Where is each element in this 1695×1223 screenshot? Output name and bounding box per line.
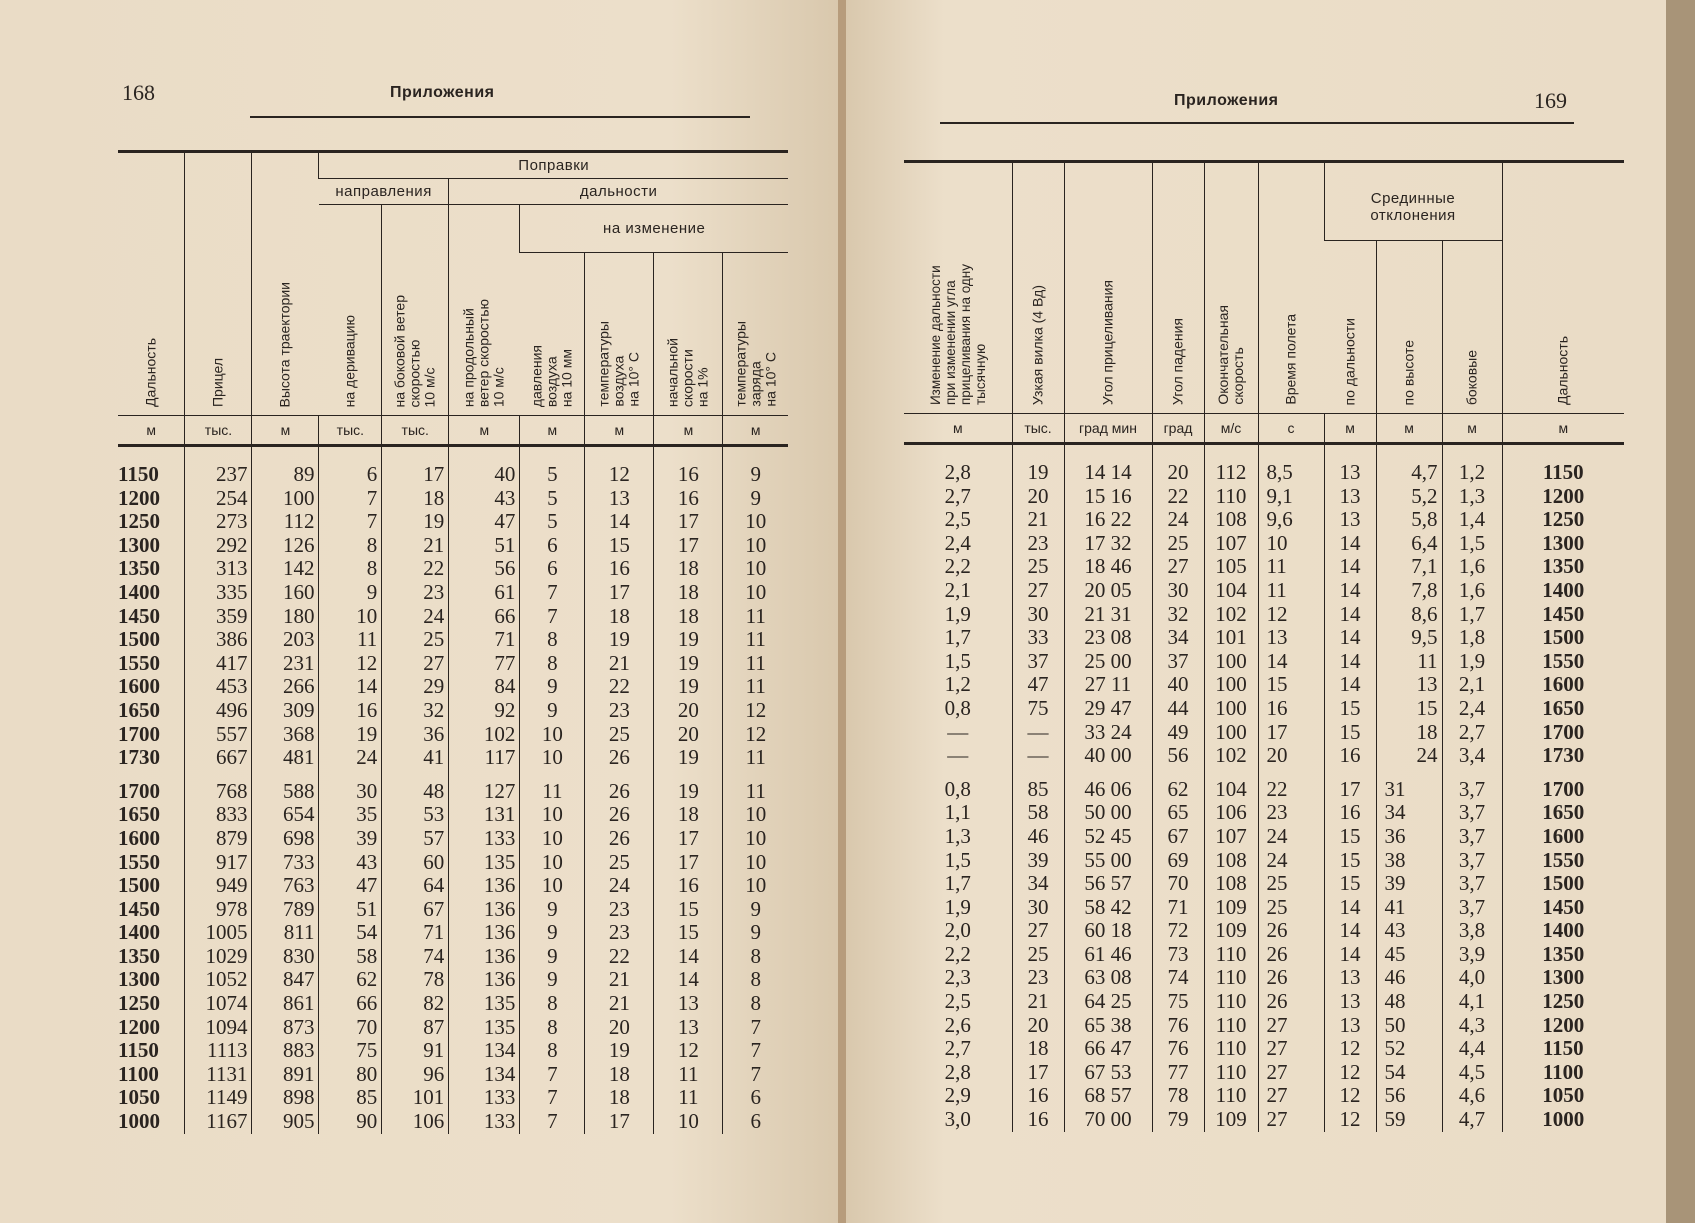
- left-block-1: [118, 446, 788, 770]
- cell-fall-angle: 62 65 67 69 70 71 72 73 74 75 76 76 77 78 79: [1152, 768, 1204, 1132]
- cell-fall-angle: 20 22 24 25 27 30 32 34 37 40 44 49 56: [1152, 444, 1204, 768]
- cell-lateral: 1,2 1,3 1,4 1,5 1,6 1,6 1,7 1,8 1,9 2,1 2,4 2,7 3,4: [1442, 444, 1502, 768]
- col-range: Дальность: [142, 338, 159, 407]
- cell-range-change: 2,8 2,7 2,5 2,4 2,2 2,1 1,9 1,7 1,5 1,2 0,8 — —: [944, 460, 971, 768]
- cell-range: 1150 1200 1250 1300 1350 1400 1450 1500 1550 1600 1650 1700 1730: [1502, 444, 1624, 768]
- cell-aim-angle: 46 06 50 00 52 45 55 00 56 57 58 42 60 18 61 46 63 08 64 25 65 38 66 47 67 53 68 57 70 00: [1064, 768, 1152, 1132]
- left-units-row: м тыс. м тыс. тыс. м м м м м: [118, 416, 788, 446]
- col-final-speed: Окончательная скорость: [1204, 162, 1258, 414]
- col-charge-temperature: температуры заряда на 10° С: [723, 253, 788, 416]
- col-flight-time: Время полета: [1258, 162, 1324, 414]
- col-sight: Прицел: [185, 152, 252, 416]
- col-air-temperature: температуры воздуха на 10° С: [585, 253, 654, 416]
- col-derivation: на деривацию: [341, 314, 358, 407]
- left-running-header: Приложения: [390, 84, 495, 101]
- cell-sight: 768 833 879 917 949 978 1005 1029 1052 1074 1094 1113 1131 1149 1167: [185, 770, 252, 1134]
- page-edge: [1666, 0, 1695, 1223]
- cell-crosswind: 48 53 57 60 64 67 71 74 78 82 87 91 96 101 106: [382, 770, 449, 1134]
- cell-aim-angle: 14 14 15 16 16 22 17 32 18 46 20 05 21 31 23 08 25 00 27 11 29 47 33 24 40 00: [1064, 444, 1152, 768]
- cell-crosswind: 17 18 19 21 22 23 24 25 27 29 32 36 41: [382, 446, 449, 770]
- cell-by-range: 13 13 13 14 14 14 14 14 14 14 15 15 16: [1324, 444, 1376, 768]
- group-distance: дальности: [449, 179, 788, 205]
- cell-init-speed: 16 16 17 17 18 18 18 19 19 19 20 20 19: [654, 446, 723, 770]
- col-narrow-fork: Узкая вилка (4 Вд): [1012, 162, 1064, 414]
- col-lateral: боковые: [1442, 241, 1502, 414]
- col-fall-angle: Угол падения: [1152, 162, 1204, 414]
- cell-range: 1700 1650 1600 1550 1500 1450 1400 1350 1300 1250 1200 1150 1100 1050 1000: [1502, 768, 1624, 1132]
- cell-air-temp: 12 13 14 15 16 17 18 19 21 22 23 25 26: [585, 446, 654, 770]
- right-page: [846, 0, 1666, 1223]
- cell-init-speed: 19 18 17 17 16 15 15 14 14 13 13 12 11 11 10: [654, 770, 723, 1134]
- col-crosswind: на боковой ветер скоростью 10 м/с: [382, 205, 449, 416]
- cell-headwind: 40 43 47 51 56 61 66 71 77 84 92 102 117: [449, 446, 520, 770]
- cell-derivation: 30 35 39 43 47 51 54 58 62 66 70 75 80 85 90: [319, 770, 382, 1134]
- right-units-row: м тыс. град мин град м/с с м м м м: [904, 414, 1624, 444]
- cell-final-speed: 104 106 107 108 108 109 109 110 110 110 110 110 110 110 109: [1204, 768, 1258, 1132]
- cell-charge-temp: 11 10 10 10 10 9 9 8 8 8 7 7 7 6 6: [723, 770, 788, 1134]
- group-direction: направления: [319, 179, 449, 205]
- cell-final-speed: 112 110 108 107 105 104 102 101 100 100 100 100 102: [1204, 444, 1258, 768]
- right-block-1: [904, 444, 1624, 768]
- left-header-rule: [250, 116, 750, 118]
- group-corrections: Поправки: [319, 152, 788, 179]
- cell-fork: 19 20 21 23 25 27 30 33 37 47 75 — —: [1012, 444, 1064, 768]
- cell-height: 588 654 698 733 763 789 811 830 847 861 873 883 891 898 905: [252, 770, 319, 1134]
- book-spine: [838, 0, 846, 1223]
- col-range-change: Изменение дальности при изменении угла прицеливания на одну тысячную: [927, 263, 988, 405]
- cell-by-height: 4,7 5,2 5,8 6,4 7,1 7,8 8,6 9,5 11 13 15 18 24: [1376, 444, 1442, 768]
- cell-sight: 237 254 273 292 313 335 359 386 417 453 496 557 667: [185, 446, 252, 770]
- cell-derivation: 6 7 7 8 8 9 10 11 12 14 16 19 24: [319, 446, 382, 770]
- cell-headwind: 127 131 133 135 136 136 136 136 136 135 135 134 134 133 133: [449, 770, 520, 1134]
- col-by-range: по дальности: [1341, 317, 1358, 405]
- cell-lateral: 3,7 3,7 3,7 3,7 3,7 3,7 3,8 3,9 4,0 4,1 4,3 4,4 4,5 4,6 4,7: [1442, 768, 1502, 1132]
- right-header-rule: [940, 122, 1574, 124]
- col-headwind: на продольный ветер скоростью 10 м/с: [449, 205, 520, 416]
- cell-flight-time: 8,5 9,1 9,6 10 11 11 12 13 14 15 16 17 20: [1258, 444, 1324, 768]
- left-page-number: 168: [122, 80, 155, 105]
- right-page-number: 169: [1534, 88, 1567, 113]
- cell-fork: 85 58 46 39 34 30 27 25 23 21 20 18 17 16 16: [1012, 768, 1064, 1132]
- col-by-height: по высоте: [1376, 241, 1442, 414]
- right-running-header: Приложения: [1174, 92, 1279, 109]
- cell-by-height: 31 34 36 38 39 41 43 45 46 48 50 52 54 56 59: [1376, 768, 1442, 1132]
- col-range-right: Дальность: [1502, 162, 1624, 414]
- right-block-2: [904, 768, 1624, 1132]
- cell-charge-temp: 9 9 10 10 10 10 11 11 11 11 12 12 11: [723, 446, 788, 770]
- cell-range-change: 0,8 1,1 1,3 1,5 1,7 1,9 2,0 2,2 2,3 2,5 2,6 2,7 2,8 2,9 3,0: [944, 776, 971, 1132]
- cell-air-temp: 26 26 26 25 24 23 23 22 21 21 20 19 18 18 17: [585, 770, 654, 1134]
- col-air-pressure: давления воздуха на 10 мм: [528, 344, 575, 407]
- group-median-deviations: Срединные отклонения: [1324, 162, 1502, 241]
- cell-range: 1700 1650 1600 1550 1500 1450 1400 1350 1300 1250 1200 1150 1100 1050 1000: [118, 778, 160, 1134]
- col-initial-speed: начальной скорости на 1%: [654, 253, 723, 416]
- group-change: на изменение: [520, 205, 788, 253]
- col-aim-angle: Угол прицеливания: [1064, 162, 1152, 414]
- cell-height: 89 100 112 126 142 160 180 203 231 266 309 368 481: [252, 446, 319, 770]
- left-page: [0, 0, 838, 1223]
- left-ballistic-table: [118, 150, 788, 1134]
- col-trajectory-height: Высота траектории: [252, 152, 319, 416]
- cell-pressure: 5 5 5 6 6 7 7 8 8 9 9 10 10: [520, 446, 585, 770]
- cell-range: 1150 1200 1250 1300 1350 1400 1450 1500 1550 1600 1650 1700 1730: [118, 462, 160, 770]
- cell-flight-time: 22 23 24 24 25 25 26 26 26 26 27 27 27 27 27: [1258, 768, 1324, 1132]
- cell-by-range: 17 16 15 15 15 14 14 14 13 13 13 12 12 12 12: [1324, 768, 1376, 1132]
- left-block-2: [118, 770, 788, 1134]
- cell-pressure: 11 10 10 10 10 9 9 9 9 8 8 8 7 7 7: [520, 770, 585, 1134]
- right-ballistic-table: [904, 160, 1624, 1132]
